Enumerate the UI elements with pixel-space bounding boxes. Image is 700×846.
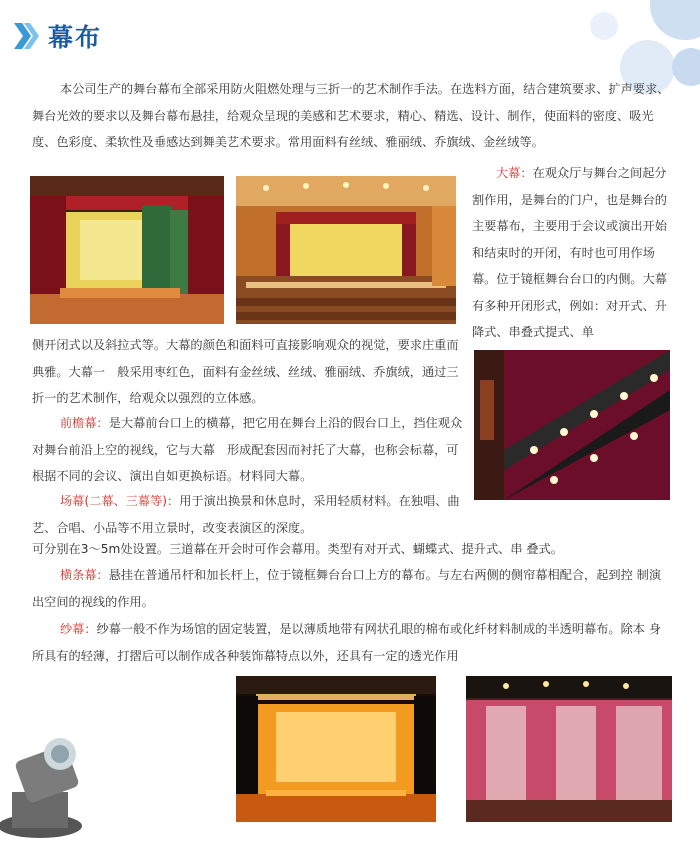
hengtiao-paragraph: 横条幕：悬挂在普通吊杆和加长杆上，位于镜框舞台台口上方的幕布。与左右两侧的侧帘幕相配合，起到控 制演出空间的视线的作用。 [32, 568, 662, 609]
gauze-curtain-photo [466, 676, 672, 822]
chevron-double-icon [14, 21, 40, 51]
page-title: 幕布 [48, 23, 103, 52]
stage-light-fixture-icon [0, 722, 100, 842]
qianyan-paragraph: 前檐幕：是大幕前台口上的横幕，把它用在舞台上沿的假台口上，挡住观众对舞台前沿上空的视线，它与大幕 形成配套因而衬托了大幕，也称会标幕，可根据不同的会议、演出自如更换标语。材料同大幕。 [32, 416, 463, 483]
auditorium-photo [236, 176, 456, 324]
damu-paragraph: 大幕：在观众厅与舞台之间起分割作用，是舞台的门户，也是舞台的主要幕布，主要用于会议或演出开始和结束时的开闭，有时也可用作场幕。位于镜框舞台台口的内侧。大幕有多种开闭形式，例如：对开式、升降式、串叠式提式、单 [472, 166, 667, 339]
stage-photo-curtains [30, 176, 224, 324]
shamu-paragraph: 纱幕：纱幕一般不作为场馆的固定装置，是以薄质地带有网状孔眼的棉布或化纤材料制成的半透明幕布。除本 身所具有的轻薄，打摺后可以制作成各种装饰幕特点以外，还具有一定的透光作用 [32, 622, 662, 663]
intro-paragraph: 本公司生产的舞台幕布全部采用防火阻燃处理与三折一的艺术制作手法。在选料方面，结合建筑要求、扩声要求、舞台光效的要求以及舞台幕布悬挂，给观众呈现的美感和艺术要求，精心、精选、设计、制作，使面料的密度、吸光度、色彩度、柔软性及垂感达到舞美艺术要求。常用面料有丝绒、雅丽绒、乔旗绒、金丝绒等。 [32, 82, 670, 149]
changmu-paragraph-continued: 可分别在3～5m处设置。三道幕在开会时可作会幕用。类型有对开式、蝴蝶式、提升式、串 叠式。 [32, 542, 563, 556]
changmu-paragraph: 场幕(二幕、三幕等)：用于演出换景和休息时，采用轻质材料。在独唱、曲艺、合唱、小品等不用立景时，改变表演区的深度。 [32, 494, 460, 535]
orange-stage-photo [236, 676, 436, 822]
page-header [14, 18, 102, 54]
damu-paragraph-continued: 侧开闭式以及斜拉式等。大幕的颜色和面料可直接影响观众的视觉，要求庄重而典雅。大幕一 般采用枣红色，面料有金丝绒、丝绒、雅丽绒、乔旗绒，通过三折一的艺术制作，给观众以强烈的立体感。 [32, 338, 459, 405]
spotlight-curtain-photo [474, 350, 670, 500]
